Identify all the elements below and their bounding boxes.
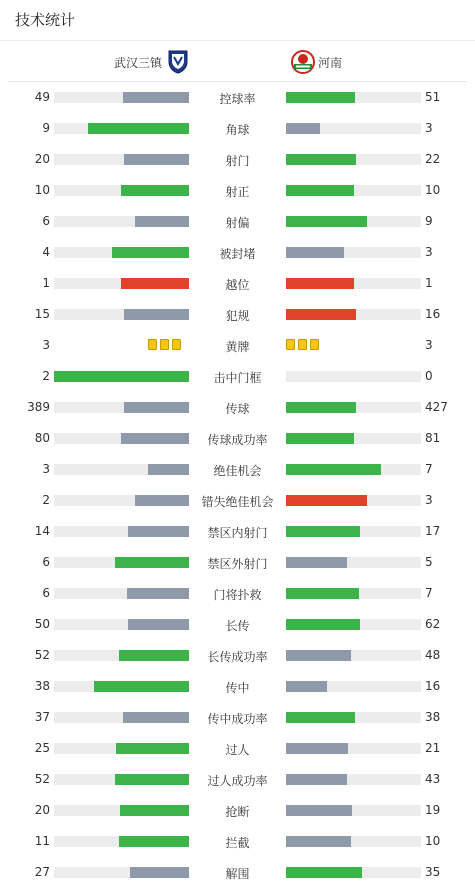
stat-row [0, 423, 475, 454]
away-stat-bar-fill [286, 743, 348, 754]
home-stat-value: 37 [34, 710, 50, 724]
home-stat-bar-fill [123, 92, 189, 103]
stat-row [0, 361, 475, 392]
stat-label: 击中门框 [213, 371, 262, 385]
yellow-card-icon [298, 339, 307, 350]
stat-label: 黄牌 [225, 340, 250, 354]
away-stat-bar-track [286, 836, 421, 847]
home-stat-value: 11 [34, 834, 50, 848]
away-stat-value: 17 [425, 524, 441, 538]
home-stat-value: 52 [34, 772, 50, 786]
home-stat-bar-track [54, 681, 189, 692]
stat-row [0, 826, 475, 857]
home-stat-value: 6 [42, 555, 50, 569]
away-stat-value: 0 [425, 369, 433, 383]
stat-label: 射门 [225, 154, 250, 168]
stat-row [0, 268, 475, 299]
away-stat-value: 16 [425, 307, 441, 321]
stat-label: 角球 [225, 123, 250, 137]
stat-label: 禁区外射门 [207, 557, 268, 571]
home-stat-bar-fill [88, 123, 189, 134]
stat-label: 门将扑救 [213, 588, 262, 602]
away-stat-bar-fill [286, 774, 347, 785]
home-team-logo-icon[interactable] [168, 50, 188, 74]
home-stat-value: 14 [34, 524, 50, 538]
away-stat-bar-track [286, 495, 421, 506]
away-stat-bar-track [286, 557, 421, 568]
stat-row [0, 640, 475, 671]
away-yellow-cards [286, 339, 319, 350]
away-stat-value: 1 [425, 276, 433, 290]
home-stat-bar-track [54, 247, 189, 258]
home-stat-bar-track [54, 154, 189, 165]
stat-label: 射正 [225, 185, 250, 199]
away-stat-bar-fill [286, 123, 320, 134]
stat-label: 射偏 [225, 216, 250, 230]
home-stat-bar-fill [130, 867, 189, 878]
stat-row [0, 392, 475, 423]
stat-label: 越位 [225, 278, 250, 292]
home-stat-value: 27 [34, 865, 50, 879]
home-stat-value: 10 [34, 183, 50, 197]
away-stat-value: 3 [425, 338, 433, 352]
away-stat-value: 5 [425, 555, 433, 569]
stat-row [0, 578, 475, 609]
stat-row [0, 671, 475, 702]
stat-row [0, 175, 475, 206]
home-stat-value: 6 [42, 586, 50, 600]
away-stat-bar-track [286, 433, 421, 444]
home-stat-value: 50 [34, 617, 50, 631]
away-stat-bar-track [286, 92, 421, 103]
home-stat-bar-fill [148, 464, 189, 475]
away-stat-value: 21 [425, 741, 441, 755]
away-stat-bar-fill [286, 867, 362, 878]
away-stat-bar-fill [286, 557, 347, 568]
yellow-card-icon [172, 339, 181, 350]
home-stat-value: 52 [34, 648, 50, 662]
stat-label: 长传 [225, 619, 250, 633]
stats-list [0, 82, 475, 888]
home-stat-bar-track [54, 712, 189, 723]
stat-label: 过人成功率 [207, 774, 268, 788]
away-stat-bar-fill [286, 836, 351, 847]
away-stat-bar-track [286, 185, 421, 196]
away-stat-bar-track [286, 588, 421, 599]
away-stat-value: 51 [425, 90, 441, 104]
away-stat-bar-fill [286, 433, 354, 444]
stat-row [0, 609, 475, 640]
away-stat-bar-fill [286, 712, 355, 723]
away-stat-bar-fill [286, 92, 355, 103]
away-stat-value: 3 [425, 493, 433, 507]
away-team-name[interactable]: 河南 [318, 56, 343, 70]
away-stat-bar-fill [286, 805, 352, 816]
home-stat-bar-track [54, 185, 189, 196]
home-stat-bar-track [54, 650, 189, 661]
home-stat-value: 389 [27, 400, 50, 414]
away-stat-value: 62 [425, 617, 441, 631]
away-stat-bar-fill [286, 216, 367, 227]
home-stat-value: 80 [34, 431, 50, 445]
away-stat-value: 19 [425, 803, 441, 817]
yellow-card-icon [286, 339, 295, 350]
away-stat-bar-fill [286, 278, 354, 289]
away-stat-value: 81 [425, 431, 441, 445]
home-stat-bar-fill [124, 154, 189, 165]
away-stat-bar-track [286, 402, 421, 413]
home-stat-bar-track [54, 743, 189, 754]
home-stat-bar-fill [115, 774, 189, 785]
away-stat-value: 3 [425, 121, 433, 135]
away-stat-bar-fill [286, 650, 351, 661]
away-stat-value: 16 [425, 679, 441, 693]
stat-label: 控球率 [219, 92, 256, 106]
home-stat-bar-fill [116, 743, 189, 754]
home-stat-bar-fill [121, 433, 189, 444]
away-stat-value: 43 [425, 772, 441, 786]
home-stat-value: 2 [42, 493, 50, 507]
stat-label: 传中成功率 [207, 712, 268, 726]
stat-row [0, 485, 475, 516]
home-team-name[interactable]: 武汉三镇 [113, 56, 162, 70]
home-stat-value: 25 [34, 741, 50, 755]
home-stat-bar-track [54, 402, 189, 413]
yellow-card-icon [310, 339, 319, 350]
away-stat-bar-track [286, 743, 421, 754]
stat-row [0, 733, 475, 764]
home-stat-value: 6 [42, 214, 50, 228]
away-stat-value: 3 [425, 245, 433, 259]
home-stat-value: 4 [42, 245, 50, 259]
stat-row [0, 454, 475, 485]
away-stat-value: 7 [425, 586, 433, 600]
stat-row [0, 857, 475, 888]
teams-header [8, 41, 467, 82]
stat-row [0, 299, 475, 330]
stat-row [0, 237, 475, 268]
home-stat-bar-track [54, 588, 189, 599]
stat-row [0, 702, 475, 733]
home-stat-bar-fill [121, 278, 189, 289]
stat-row [0, 82, 475, 113]
home-stat-bar-track [54, 216, 189, 227]
home-stat-value: 38 [34, 679, 50, 693]
home-stat-bar-fill [115, 557, 189, 568]
home-stat-value: 2 [42, 369, 50, 383]
home-stat-value: 15 [34, 307, 50, 321]
away-stat-value: 22 [425, 152, 441, 166]
away-stat-value: 48 [425, 648, 441, 662]
home-stat-bar-fill [128, 619, 189, 630]
stat-label: 错失绝佳机会 [201, 495, 274, 509]
away-stat-bar-track [286, 805, 421, 816]
home-stat-bar-fill [135, 495, 189, 506]
away-stat-bar-fill [286, 402, 356, 413]
home-stat-bar-track [54, 495, 189, 506]
home-stat-bar-fill [54, 371, 189, 382]
away-stat-bar-track [286, 619, 421, 630]
away-stat-value: 427 [425, 400, 448, 414]
home-stat-bar-track [54, 123, 189, 134]
away-stat-bar-fill [286, 681, 327, 692]
away-stat-bar-track [286, 154, 421, 165]
stat-row [0, 764, 475, 795]
home-stat-bar-track [54, 867, 189, 878]
stat-label: 解围 [225, 867, 250, 881]
away-stat-bar-fill [286, 464, 381, 475]
stat-label: 被封堵 [219, 247, 256, 261]
stat-label: 长传成功率 [207, 650, 268, 664]
stat-row [0, 547, 475, 578]
home-stat-bar-fill [121, 185, 189, 196]
home-stat-value: 3 [42, 462, 50, 476]
away-stat-bar-fill [286, 154, 356, 165]
away-stat-bar-fill [286, 309, 356, 320]
home-stat-bar-track [54, 464, 189, 475]
stat-row [0, 144, 475, 175]
home-stat-bar-fill [127, 588, 189, 599]
home-stat-bar-track [54, 805, 189, 816]
stat-label: 传球 [225, 402, 250, 416]
home-stat-bar-track [54, 774, 189, 785]
home-stat-bar-track [54, 557, 189, 568]
home-stat-value: 1 [42, 276, 50, 290]
away-stat-value: 10 [425, 834, 441, 848]
home-stat-bar-track [54, 278, 189, 289]
stat-label: 拦截 [225, 836, 250, 850]
stat-label: 犯规 [225, 309, 250, 323]
away-stat-bar-fill [286, 495, 367, 506]
away-stat-bar-track [286, 681, 421, 692]
stat-row [0, 795, 475, 826]
away-stat-value: 7 [425, 462, 433, 476]
away-team-logo-icon[interactable] [291, 50, 315, 74]
stat-label: 禁区内射门 [207, 526, 268, 540]
away-stat-bar-fill [286, 588, 359, 599]
home-stat-value: 49 [34, 90, 50, 104]
home-yellow-cards [148, 339, 181, 350]
away-stat-bar-track [286, 650, 421, 661]
home-stat-value: 3 [42, 338, 50, 352]
yellow-card-icon [148, 339, 157, 350]
away-stat-bar-track [286, 278, 421, 289]
home-stat-bar-fill [119, 650, 189, 661]
home-stat-value: 20 [34, 152, 50, 166]
stat-row [0, 516, 475, 547]
away-stat-bar-track [286, 216, 421, 227]
away-stat-bar-track [286, 712, 421, 723]
away-stat-bar-track [286, 464, 421, 475]
home-stat-value: 20 [34, 803, 50, 817]
away-stat-bar-fill [286, 185, 354, 196]
home-stat-bar-track [54, 309, 189, 320]
home-stat-bar-fill [128, 526, 189, 537]
away-stat-bar-fill [286, 247, 344, 258]
away-stat-bar-track [286, 867, 421, 878]
away-stat-bar-track [286, 774, 421, 785]
home-stat-bar-track [54, 836, 189, 847]
away-stat-bar-track [286, 371, 421, 382]
stat-label: 传球成功率 [207, 433, 268, 447]
stat-row [0, 206, 475, 237]
stat-label: 传中 [225, 681, 250, 695]
away-stat-bar-fill [286, 619, 360, 630]
home-stat-bar-fill [124, 402, 189, 413]
home-stat-bar-track [54, 433, 189, 444]
home-stat-bar-fill [120, 805, 189, 816]
stat-row [0, 113, 475, 144]
away-stat-value: 35 [425, 865, 441, 879]
home-stat-bar-fill [94, 681, 189, 692]
away-stat-value: 9 [425, 214, 433, 228]
home-stat-bar-track [54, 92, 189, 103]
page-title: 技术统计 [0, 0, 475, 41]
home-stat-bar-fill [112, 247, 189, 258]
away-stat-bar-track [286, 526, 421, 537]
home-stat-bar-track [54, 371, 189, 382]
home-stat-bar-track [54, 526, 189, 537]
home-stat-value: 9 [42, 121, 50, 135]
away-stat-bar-track [286, 309, 421, 320]
home-stat-bar-track [54, 619, 189, 630]
yellow-card-icon [160, 339, 169, 350]
away-stat-value: 38 [425, 710, 441, 724]
stat-row [0, 330, 475, 361]
stat-label: 抢断 [225, 805, 250, 819]
away-stat-bar-fill [286, 526, 360, 537]
away-stat-value: 10 [425, 183, 441, 197]
stat-label: 绝佳机会 [213, 464, 262, 478]
home-stat-bar-fill [124, 309, 189, 320]
away-stat-bar-track [286, 123, 421, 134]
away-stat-bar-track [286, 247, 421, 258]
home-stat-bar-fill [123, 712, 189, 723]
home-stat-bar-fill [135, 216, 189, 227]
stat-label: 过人 [225, 743, 250, 757]
home-stat-bar-fill [119, 836, 189, 847]
